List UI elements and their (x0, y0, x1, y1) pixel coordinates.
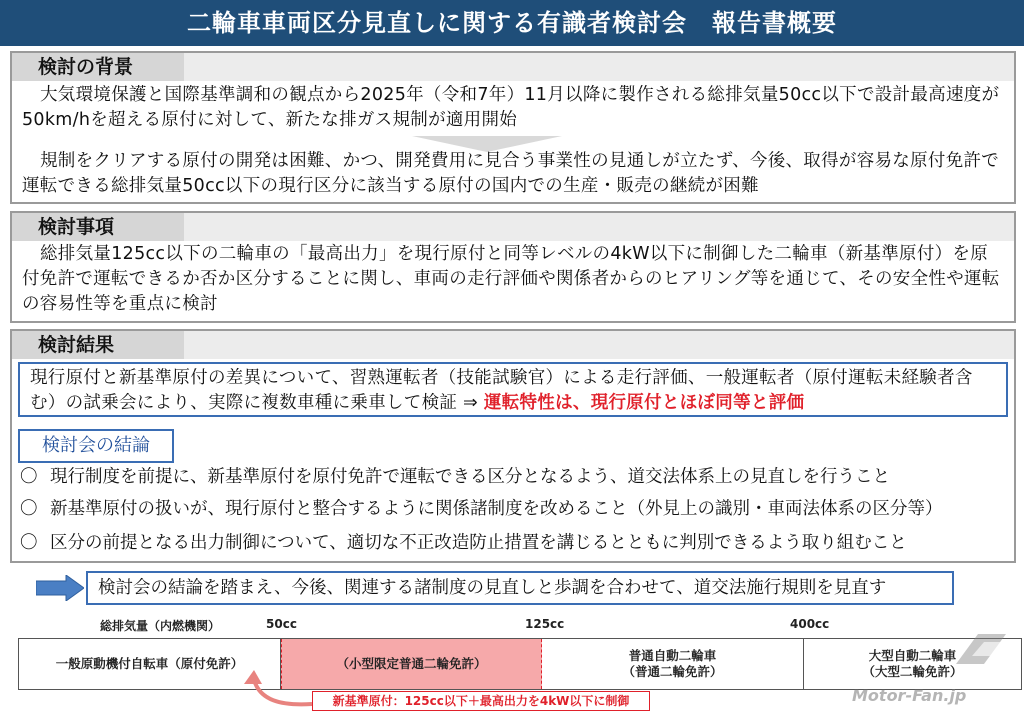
section-items (10, 211, 1016, 323)
section-heading: 検討の背景 (12, 53, 184, 81)
category-new-standard: （小型限定普通二輪免許） (281, 639, 542, 689)
conclusion-item: 〇 新基準原付の扱いが、現行原付と整合するように関係諸制度を改めること（外見上の識別・車両法体系の区分等） (20, 499, 943, 519)
curved-arrow-icon (240, 670, 320, 710)
background-paragraph-2: 規制をクリアする原付の開発は困難、かつ、開発費用に見合う事業性の見通しが立たず、今後、取得が容易な原付免許で運転できる総排気量50cc以下の現行区分に該当する原付の国内での生産・販売の継続が困難 (22, 151, 1000, 196)
circle-bullet-icon: 〇 (20, 467, 38, 487)
category-moped: 一般原動機付自転車（原付免許） (19, 639, 281, 689)
result-highlight: 運転特性は、現行原付とほぼ同等と評価 (483, 393, 805, 413)
right-arrow-icon (36, 575, 84, 601)
new-standard-note: 新基準原付：125cc以下＋最高出力を4kW以下に制御 (312, 691, 650, 711)
motorfan-logo-icon (950, 632, 1010, 666)
tick-label-125cc: 125cc (525, 617, 565, 631)
circle-bullet-icon: 〇 (20, 499, 38, 519)
conclusion-item: 〇 現行制度を前提に、新基準原付を原付免許で運転できる区分となるよう、道交法体系上の見直しを行うこと (20, 467, 890, 487)
tick-label-50cc: 50cc (266, 617, 297, 631)
section-heading: 検討結果 (12, 331, 184, 359)
result-box (18, 362, 1008, 417)
items-paragraph: 総排気量125cc以下の二輪車の「最高出力」を現行原付と同等レベルの4kW以下に制御した二輪車（新基準原付）を原付免許で運転できるか否か区分することに関し、車両の走行評価や関係者からのヒアリング等を通じて、その安全性や運転の容易性等を重点に検討 (22, 244, 1000, 314)
conclusion-item: 〇 区分の前提となる出力制御について、適切な不正改造防止措置を講じるとともに判別できるよう取り組むこと (20, 533, 907, 553)
page-title: 二輪車車両区分見直しに関する有識者検討会 報告書概要 (0, 0, 1024, 46)
axis-label: 総排気量（内燃機関） (100, 619, 221, 633)
category-standard-motorcycle: 普通自動二輪車 （普通二輪免許） (542, 639, 804, 689)
next-step-box: 検討会の結論を踏まえ、今後、関連する諸制度の見直しと歩調を合わせて、道交法施行規則を見直す (86, 571, 954, 605)
conclusion-label: 検討会の結論 (18, 429, 174, 463)
circle-bullet-icon: 〇 (20, 533, 38, 553)
section-background (10, 51, 1016, 204)
category-large-motorcycle: 大型自動二輪車 （大型二輪免許） (862, 648, 963, 679)
section-results (10, 329, 1016, 563)
section-heading: 検討事項 (12, 213, 184, 241)
watermark: Motor-Fan.jp (852, 686, 967, 705)
background-paragraph-1: 大気環境保護と国際基準調和の観点から2025年（令和7年）11月以降に製作される総排気量50cc以下で設計最高速度が50km/hを超える原付に対して、新たな排ガス規制が適用開始 (22, 85, 1000, 130)
tick-label-400cc: 400cc (790, 617, 830, 631)
category-bar (18, 638, 1022, 690)
result-text: 現行原付と新基準原付の差異について、習熟運転者（技能試験官）による走行評価、一般運転者（原付運転未経験者含む）の試乗会により、実際に複数車種に乗車して検証 ⇒ 運転特性は、現行原付とほぼ同等と評価 (30, 368, 973, 413)
